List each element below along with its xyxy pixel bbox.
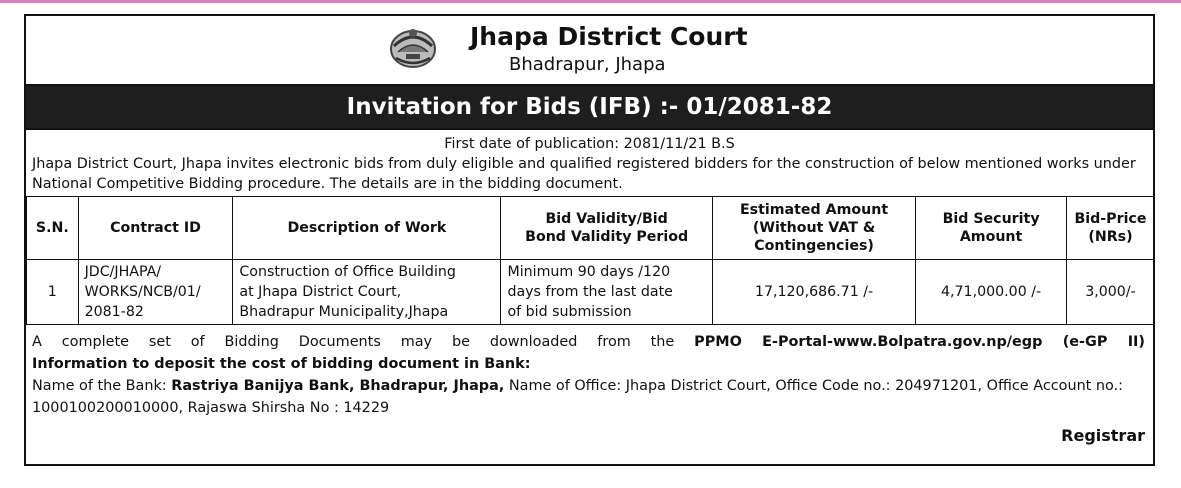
header-description: Description of Work [233,197,501,260]
header-estimated-amount [712,197,915,260]
contract-id-line: JDC/JHAPA/ [84,264,162,280]
notice-header [26,16,1153,84]
cell-estimated-amount: 17,120,686.71 /- [712,260,915,325]
header-price-line: Bid-Price [1074,211,1147,227]
header-validity [501,197,712,260]
cell-bid-price: 3,000/- [1066,260,1154,325]
cell-validity [501,260,712,325]
header-price-line: (NRs) [1088,229,1133,245]
header-bid-price [1066,197,1154,260]
bank-heading: Information to deposit the cost of bidding document in Bank: [32,356,531,372]
contract-id-line: 2081-82 [84,304,144,320]
validity-line: of bid submission [507,304,632,320]
notice-footer [26,325,1153,447]
header-security-line: Amount [959,229,1023,245]
header-bid-security [916,197,1067,260]
intro-section [26,130,1153,194]
bid-table [26,196,1155,325]
court-location: Bhadrapur, Jhapa [509,54,666,75]
cell-contract-id [78,260,233,325]
validity-line: days from the last date [507,284,673,300]
signatory: Registrar [1061,426,1145,445]
bank-label: Name of the Bank: [32,378,172,394]
portal-link[interactable]: PPMO E-Portal-www.Bolpatra.gov.np/egp (e-GP II) [694,334,1145,350]
header-security-line: Bid Security [942,211,1040,227]
header-estimate-line: Estimated Amount [739,202,889,218]
nepal-emblem-icon [386,24,440,70]
cell-sn: 1 [27,260,79,325]
court-name: Jhapa District Court [470,22,748,51]
header-sn: S.N. [27,197,79,260]
cell-description [233,260,501,325]
description-line: at Jhapa District Court, [239,284,402,300]
bid-notice [24,14,1155,466]
bank-details [32,375,1145,419]
top-color-rule [0,0,1181,3]
validity-line: Minimum 90 days /120 [507,264,671,280]
notice-title: Invitation for Bids (IFB) :- 01/2081-82 [26,84,1153,130]
bank-name: Rastriya Banijya Bank, Bhadrapur, Jhapa, [171,378,505,394]
header-contract-id: Contract ID [78,197,233,260]
intro-paragraph: Jhapa District Court, Jhapa invites electronic bids from duly eligible and qualified registered bidders for the construction of below mentioned works under National Competitive Bidding procedure. The details are in the bidding document. [32,156,1136,192]
table-row [27,260,1155,325]
header-estimate-line: (Without VAT & [752,220,876,236]
description-line: Construction of Office Building [239,264,456,280]
publication-date: First date of publication: 2081/11/21 B.S [444,136,735,152]
description-line: Bhadrapur Municipality,Jhapa [239,304,449,320]
header-validity-line: Bond Validity Period [525,229,689,245]
office-details: Name of Office: Jhapa District Court, Office Code no.: 204971201, Office Account no.: 1000100200010000, Rajaswa Shirsha No : 14229 [32,378,1123,416]
table-header-row [27,197,1155,260]
cell-bid-security: 4,71,000.00 /- [916,260,1067,325]
contract-id-line: WORKS/NCB/01/ [84,284,201,300]
download-text: A complete set of Bidding Documents may be downloaded from the [32,334,695,350]
header-estimate-line: Contingencies) [754,238,874,254]
download-info [32,331,1145,353]
header-validity-line: Bid Validity/Bid [545,211,668,227]
